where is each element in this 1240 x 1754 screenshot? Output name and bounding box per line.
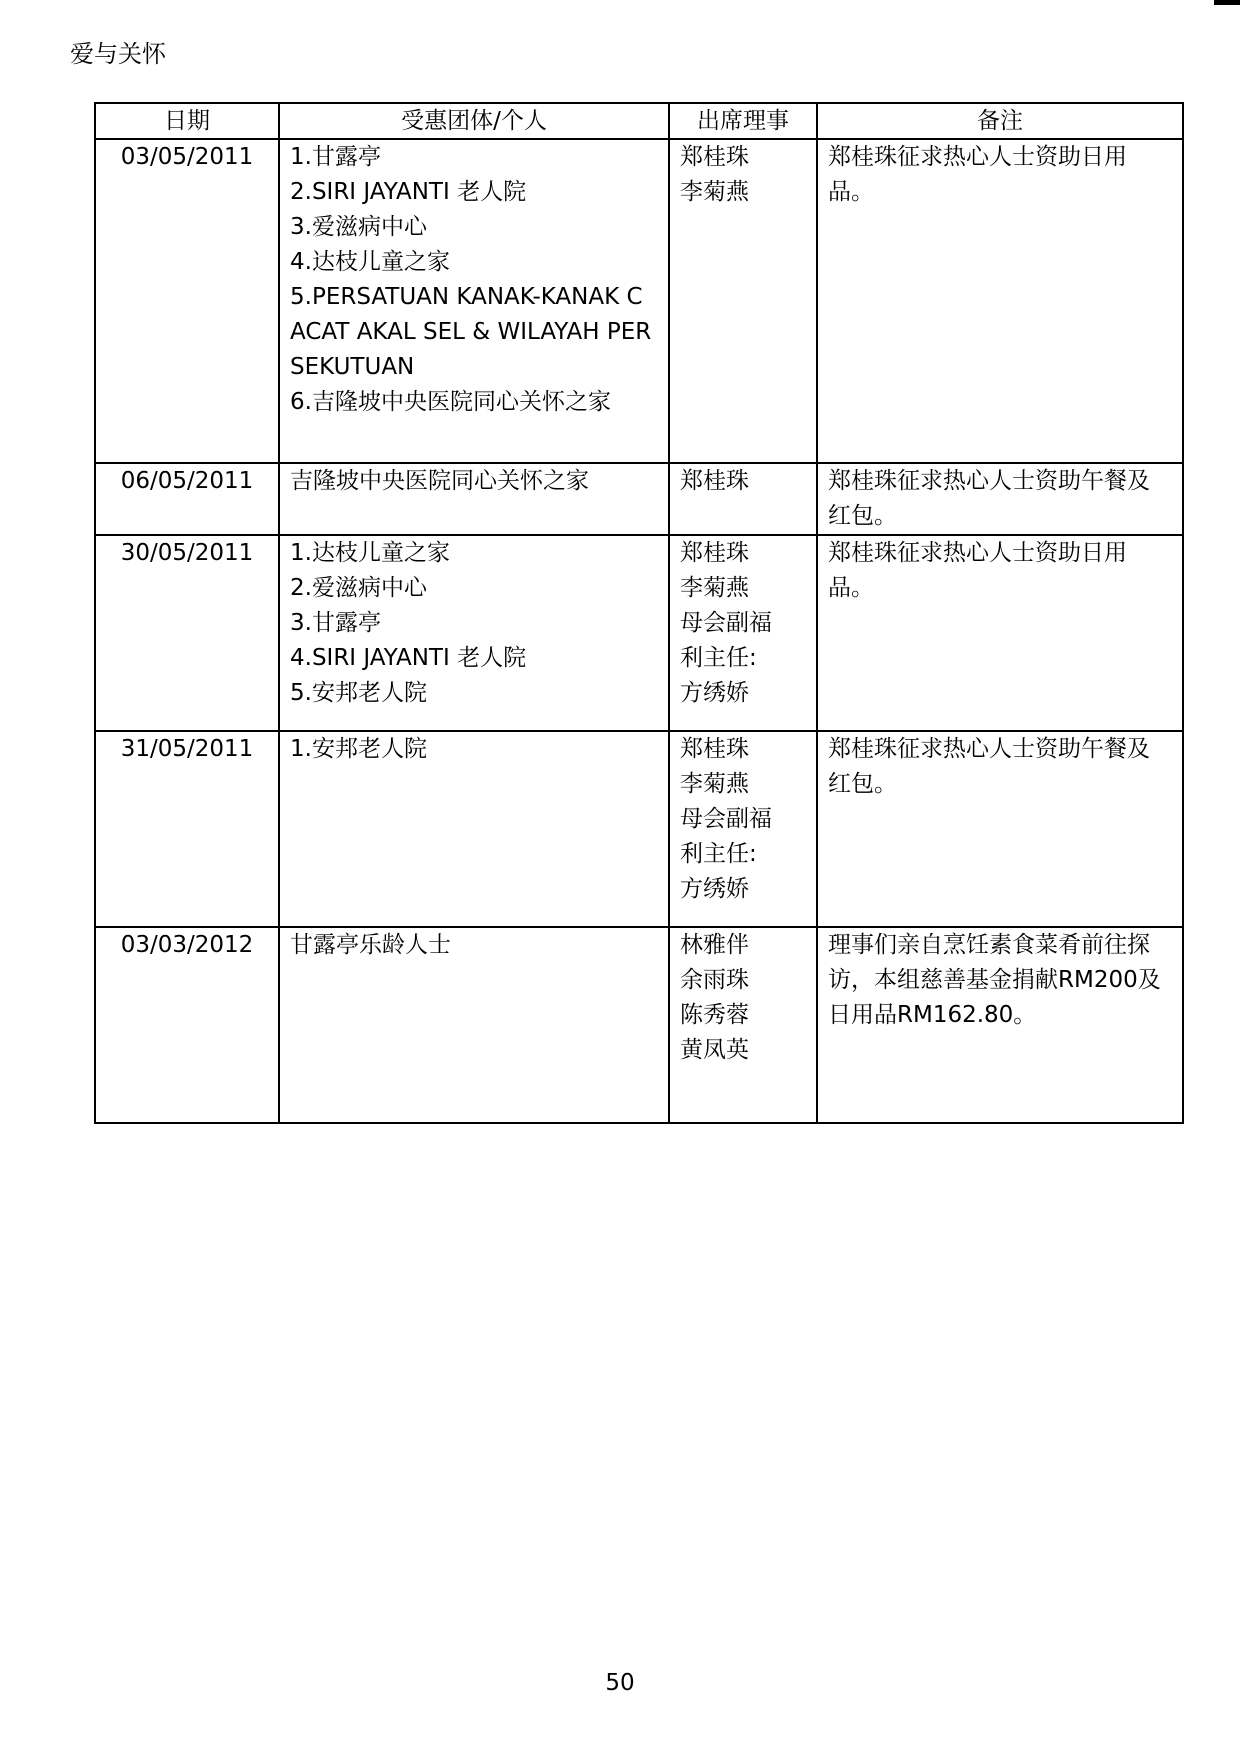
date-cell: 30/05/2011 [95, 535, 279, 731]
page-number: 50 [605, 1670, 635, 1696]
column-header-attendees: 出席理事 [669, 103, 817, 139]
date-cell: 03/03/2012 [95, 927, 279, 1123]
table-body [95, 139, 1183, 1123]
recipient-item: 2.SIRI JAYANTI 老人院 [290, 179, 527, 205]
attendees-cell [669, 535, 817, 731]
attendee-name: 黄凤英 [680, 1037, 749, 1063]
attendee-name: 李菊燕 [680, 771, 749, 797]
recipients-cell [279, 927, 669, 1123]
recipient-item: 5.PERSATUAN KANAK-KANAK CACAT AKAL SEL & WILAYAH PERSEKUTUAN [290, 284, 652, 380]
table-row [95, 927, 1183, 1123]
recipient-item: 1.甘露亭 [290, 144, 381, 170]
recipients-cell [279, 139, 669, 463]
column-header-recipients: 受惠团体/个人 [279, 103, 669, 139]
recipient-item: 4.达枝儿童之家 [290, 249, 450, 275]
attendees-cell [669, 463, 817, 535]
attendee-name: 母会副福 [680, 806, 772, 832]
remarks-cell [817, 139, 1183, 463]
table-header-row [95, 103, 1183, 139]
date-cell: 31/05/2011 [95, 731, 279, 927]
remarks-cell [817, 535, 1183, 731]
date-cell: 06/05/2011 [95, 463, 279, 535]
remark-text: 郑桂珠征求热心人士资助午餐及红包。 [828, 468, 1150, 529]
recipient-item: 2.爱滋病中心 [290, 575, 427, 601]
remark-text: 理事们亲自烹饪素食菜肴前往探访，本组慈善基金捐献RM200及日用品RM162.80。 [828, 932, 1161, 1028]
attendees-cell [669, 927, 817, 1123]
attendees-cell [669, 139, 817, 463]
attendee-name: 李菊燕 [680, 179, 749, 205]
recipients-cell [279, 463, 669, 535]
attendee-name: 余雨珠 [680, 967, 749, 993]
attendee-name: 利主任: [680, 645, 757, 671]
corner-mark [1214, 0, 1240, 5]
recipient-item: 5.安邦老人院 [290, 680, 427, 706]
recipient-item: 1.安邦老人院 [290, 736, 427, 762]
remarks-cell [817, 731, 1183, 927]
attendee-name: 郑桂珠 [680, 736, 749, 762]
remark-text: 郑桂珠征求热心人士资助日用品。 [828, 144, 1127, 205]
attendee-name: 郑桂珠 [680, 540, 749, 566]
recipient-item: 甘露亭乐龄人士 [290, 932, 451, 958]
attendee-name: 方绣娇 [680, 876, 749, 902]
attendee-name: 陈秀蓉 [680, 1002, 749, 1028]
remarks-cell [817, 927, 1183, 1123]
recipient-item: 3.甘露亭 [290, 610, 381, 636]
table-row [95, 463, 1183, 535]
remarks-cell [817, 463, 1183, 535]
date-cell: 03/05/2011 [95, 139, 279, 463]
recipients-cell [279, 535, 669, 731]
table-row [95, 535, 1183, 731]
recipients-cell [279, 731, 669, 927]
table-row [95, 731, 1183, 927]
recipient-item: 1.达枝儿童之家 [290, 540, 450, 566]
attendee-name: 郑桂珠 [680, 468, 749, 494]
page-heading: 爱与关怀 [70, 40, 166, 68]
column-header-remarks: 备注 [817, 103, 1183, 139]
table-row [95, 139, 1183, 463]
column-header-date: 日期 [95, 103, 279, 139]
attendee-name: 林雅伴 [680, 932, 749, 958]
attendee-name: 母会副福 [680, 610, 772, 636]
activity-table [94, 102, 1184, 1124]
attendee-name: 方绣娇 [680, 680, 749, 706]
attendee-name: 利主任: [680, 841, 757, 867]
attendees-cell [669, 731, 817, 927]
attendee-name: 李菊燕 [680, 575, 749, 601]
remark-text: 郑桂珠征求热心人士资助日用品。 [828, 540, 1127, 601]
recipient-item: 6.吉隆坡中央医院同心关怀之家 [290, 389, 611, 415]
attendee-name: 郑桂珠 [680, 144, 749, 170]
recipient-item: 吉隆坡中央医院同心关怀之家 [290, 468, 589, 494]
remark-text: 郑桂珠征求热心人士资助午餐及红包。 [828, 736, 1150, 797]
recipient-item: 3.爱滋病中心 [290, 214, 427, 240]
recipient-item: 4.SIRI JAYANTI 老人院 [290, 645, 527, 671]
